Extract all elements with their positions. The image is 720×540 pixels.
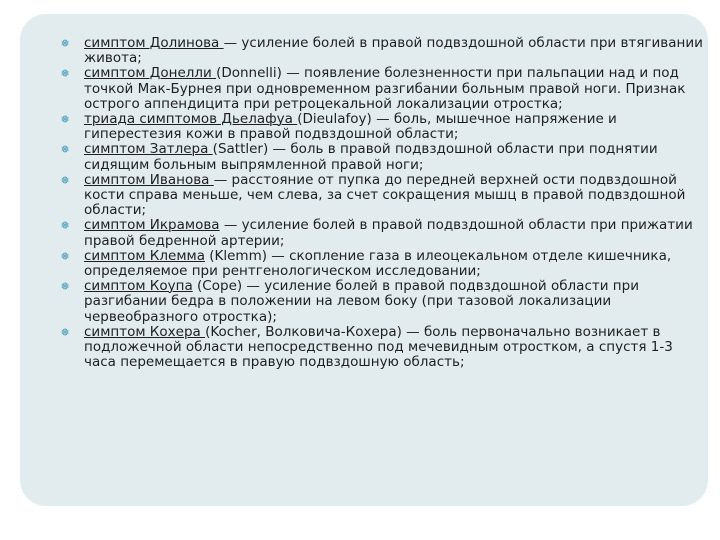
list-item <box>50 66 706 112</box>
symptom-name: симптом Донелли <box>84 65 217 82</box>
snowflake-bullet-icon: ❅ <box>60 280 70 294</box>
snowflake-bullet-icon: ❅ <box>60 113 70 127</box>
list-item <box>50 173 706 219</box>
snowflake-bullet-icon: ❅ <box>60 67 70 81</box>
snowflake-bullet-icon: ❅ <box>60 219 70 233</box>
slide-background <box>20 14 708 506</box>
symptom-name: симптом Коупа <box>84 278 193 295</box>
symptom-name: триада симптомов Дьелафуа <box>84 111 298 128</box>
symptom-description: (Dieulafoy) — боль, мышечное напряжение и гиперестезия кожи в правой подвздошной области; <box>84 111 617 143</box>
symptom-description: (Kocher, Волковича-Кохера) — боль первоначально возникает в подложечной области непосредственно под мечевидным отростком, а спустя 1-3 часа перемещается в правую подвздошную область; <box>84 323 673 371</box>
snowflake-bullet-icon: ❅ <box>60 249 70 263</box>
snowflake-bullet-icon: ❅ <box>60 143 70 157</box>
list-item <box>50 279 706 325</box>
list-item <box>50 36 706 66</box>
snowflake-bullet-icon: ❅ <box>60 173 70 187</box>
list-item <box>50 218 706 248</box>
symptom-name: симптом Долинова <box>84 35 224 51</box>
list-item <box>50 249 706 279</box>
symptom-description: (Sattler) — боль в правой подвздошной области при поднятии сидящим больным выпрямленной правой ноги; <box>84 141 658 173</box>
symptom-description: (Klemm) — скопление газа в илеоцекальном отделе кишечника, определяемое при рентгенологическом исследовании; <box>84 247 672 280</box>
symptom-name: симптом Клемма <box>84 247 205 264</box>
list-item <box>50 112 706 142</box>
symptom-name: симптом Икрамова <box>84 217 220 234</box>
symptom-description: — расстояние от пупка до передней верхней ости подвздошной кости справа меньше, чем слева, за счет сокращения мышц в правой подвздошной области; <box>84 171 686 219</box>
symptom-list <box>50 36 706 370</box>
symptom-description: (Соре) — усиление болей в правой подвздошной области при разгибании бедра в положении на левом боку (при тазовой локализации червеобразного отростка); <box>84 278 639 325</box>
symptom-description: — усиление болей в правой подвздошной области при прижатии правой бедренной артерии; <box>84 217 693 249</box>
list-item <box>50 325 706 371</box>
symptom-description: — усиление болей в правой подвздошной области при втягивании живота; <box>84 35 703 67</box>
snowflake-bullet-icon: ❅ <box>60 325 70 339</box>
symptom-name: симптом Кохера <box>84 323 206 340</box>
list-item <box>50 142 706 172</box>
snowflake-bullet-icon: ❅ <box>60 37 70 50</box>
symptom-name: симптом Иванова <box>84 171 214 188</box>
symptom-description: (Donnelli) — появление болезненности при пальпации над и под точкой Мак-Бурнея при одновременном разгибании больным правой ноги. Признак острого аппендицита при ретроцекальной локализации отростка; <box>84 65 686 112</box>
symptom-name: симптом Затлера <box>84 141 213 158</box>
